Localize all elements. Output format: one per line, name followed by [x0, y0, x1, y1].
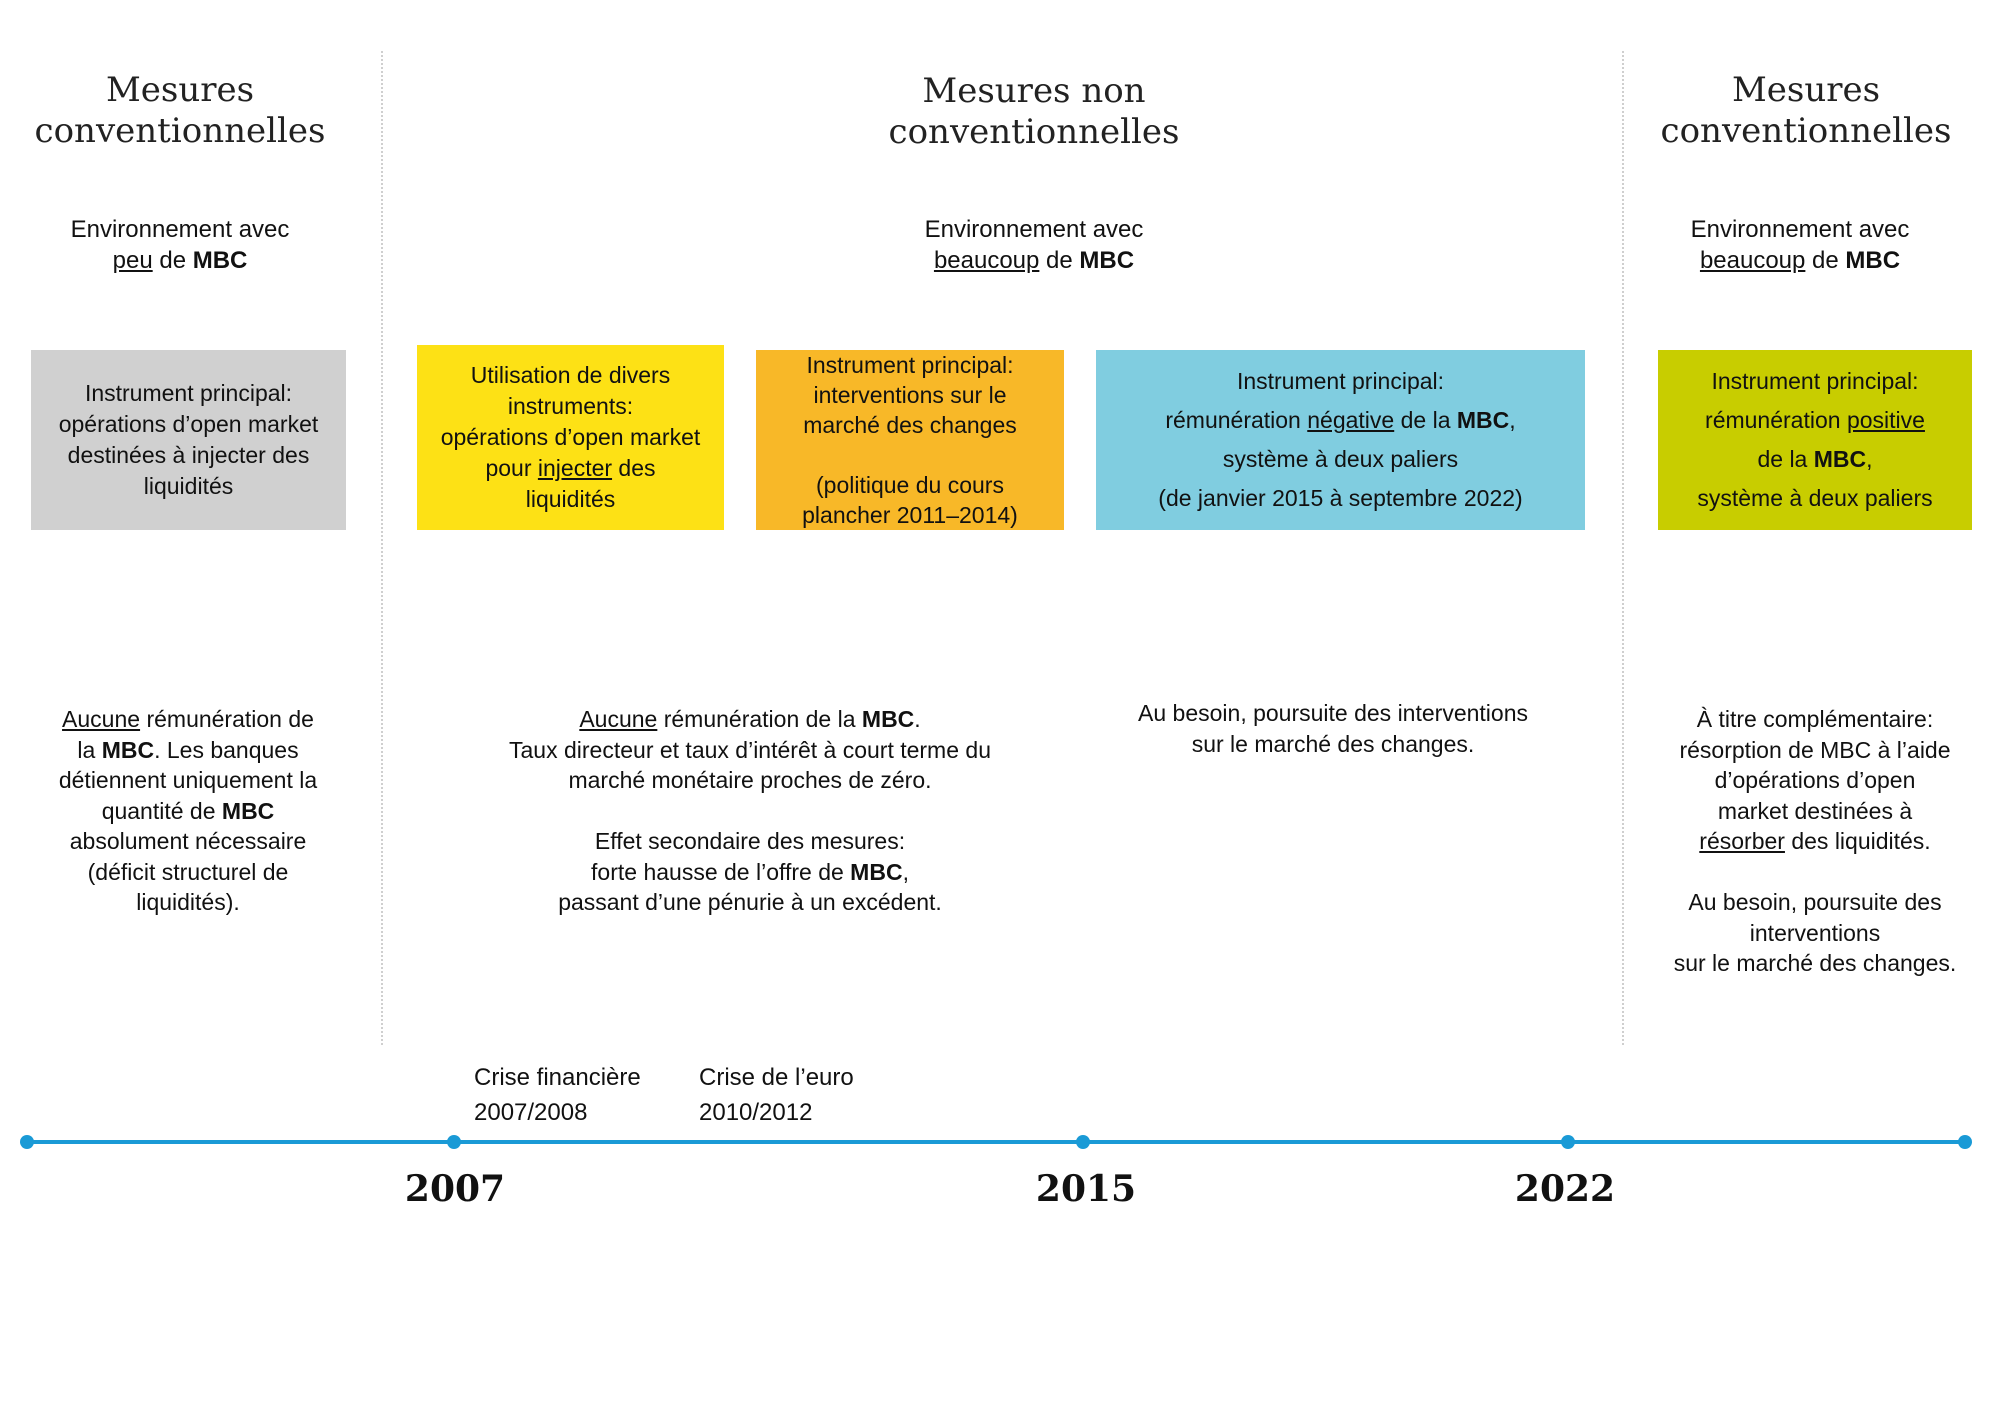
underlined-text: beaucoup: [933, 247, 1040, 274]
text-segment: , système à deux paliers (de janvier 2015 à septembre 2022): [1158, 407, 1523, 511]
underlined-text: Aucune: [62, 706, 141, 732]
instrument-box-negative-rate: [1096, 350, 1585, 530]
bold-text: MBC: [1456, 407, 1510, 433]
text-segment: À titre complémentaire: résorption de MBC à l’aide d’opérations d’open market destinées à: [1679, 706, 1951, 824]
instrument-box-open-market: [31, 350, 346, 530]
underlined-text: Aucune: [579, 706, 658, 732]
environment-label: [824, 214, 1244, 276]
text-segment: Instrument principal: opérations d’open market destinées à injecter des liquidités: [58, 380, 319, 499]
bold-text: MBC: [192, 247, 248, 274]
note-fx: [1090, 698, 1576, 759]
timeline-dot: [1958, 1135, 1972, 1149]
year-label-2015: 2015: [1035, 1168, 1137, 1210]
box-text: [1697, 362, 1932, 518]
timeline-dot: [1076, 1135, 1090, 1149]
underlined-text: positive: [1846, 407, 1925, 433]
instrument-box-positive-rate: [1658, 350, 1972, 530]
text-segment: Instrument principal: rémunération: [1165, 368, 1445, 433]
box-text: [441, 360, 701, 515]
bold-text: MBC: [1813, 446, 1867, 472]
box-text: [59, 378, 319, 502]
text-segment: . Taux directeur et taux d’intérêt à court terme du marché monétaire proches de zéro. Effet secondaire des mesures: forte hausse de l’offre de: [509, 706, 991, 885]
bold-text: MBC: [1079, 247, 1135, 274]
text-segment: rémunération de la: [657, 706, 862, 732]
text-segment: Environnement avec: [70, 216, 290, 243]
box-text: [1158, 362, 1522, 518]
text-segment: Utilisation de divers instruments: opérations d’open market pour: [440, 362, 701, 481]
text-segment: de: [1039, 247, 1080, 274]
year-label-2007: 2007: [404, 1168, 506, 1210]
underlined-text: injecter: [537, 455, 613, 481]
timeline-dot: [447, 1135, 461, 1149]
bold-text: MBC: [850, 858, 903, 885]
text-segment: de: [152, 247, 193, 274]
timeline-dot: [20, 1135, 34, 1149]
text-segment: Au besoin, poursuite des interventions sur le marché des changes.: [1138, 700, 1528, 757]
phase-header-conventional-2: Mesures conventionnelles: [1660, 70, 1952, 151]
environment-label: [1590, 214, 2000, 276]
text-segment: Environnement avec: [924, 216, 1144, 243]
phase-divider: [1622, 51, 1624, 1045]
text-segment: Instrument principal: interventions sur le marché des changes (politique du cours plancher 2011–2014): [802, 352, 1018, 528]
instrument-box-various: [417, 345, 724, 530]
note-conventional-2: [1640, 704, 1990, 979]
timeline-dot: [1561, 1135, 1575, 1149]
phase-header-unconventional: Mesures non conventionnelles: [888, 71, 1180, 152]
note-unconventional: [440, 704, 1060, 918]
text-segment: rémunération de la: [77, 706, 314, 763]
bold-text: MBC: [101, 736, 155, 763]
bold-text: MBC: [221, 797, 275, 824]
text-segment: , système à deux paliers: [1697, 446, 1933, 511]
environment-label: [0, 214, 390, 276]
crisis-label-financial: Crise financière 2007/2008: [474, 1064, 641, 1126]
text-segment: de: [1805, 247, 1846, 274]
text-segment: Environnement avec: [1690, 216, 1910, 243]
text-segment: absolument nécessaire (déficit structurel de liquidités).: [69, 828, 307, 915]
text-segment: , passant d’une pénurie à un excédent.: [558, 858, 942, 915]
bold-text: MBC: [1845, 247, 1901, 274]
text-segment: de la: [1757, 446, 1808, 472]
underlined-text: peu: [112, 247, 153, 274]
timeline-axis: [27, 1140, 1965, 1144]
box-text: [802, 350, 1018, 530]
year-label-2022: 2022: [1514, 1168, 1616, 1210]
text-segment: de la: [1394, 407, 1457, 433]
bold-text: MBC: [861, 706, 915, 732]
phase-header-conventional: Mesures conventionnelles: [34, 70, 326, 151]
underlined-text: beaucoup: [1699, 247, 1806, 274]
text-segment: Instrument principal: rémunération: [1705, 368, 1919, 433]
instrument-box-fx-interventions: [756, 350, 1064, 530]
text-segment: des liquidités. Au besoin, poursuite des interventions sur le marché des changes.: [1673, 828, 1957, 976]
crisis-label-euro: Crise de l’euro 2010/2012: [699, 1064, 854, 1126]
phase-divider: [381, 51, 383, 1045]
underlined-text: résorber: [1699, 828, 1785, 854]
text-segment: des liquidités: [525, 455, 656, 512]
underlined-text: négative: [1307, 407, 1395, 433]
note-conventional: [18, 704, 358, 918]
text-segment: . Les banques détiennent uniquement la quantité de: [58, 736, 318, 824]
